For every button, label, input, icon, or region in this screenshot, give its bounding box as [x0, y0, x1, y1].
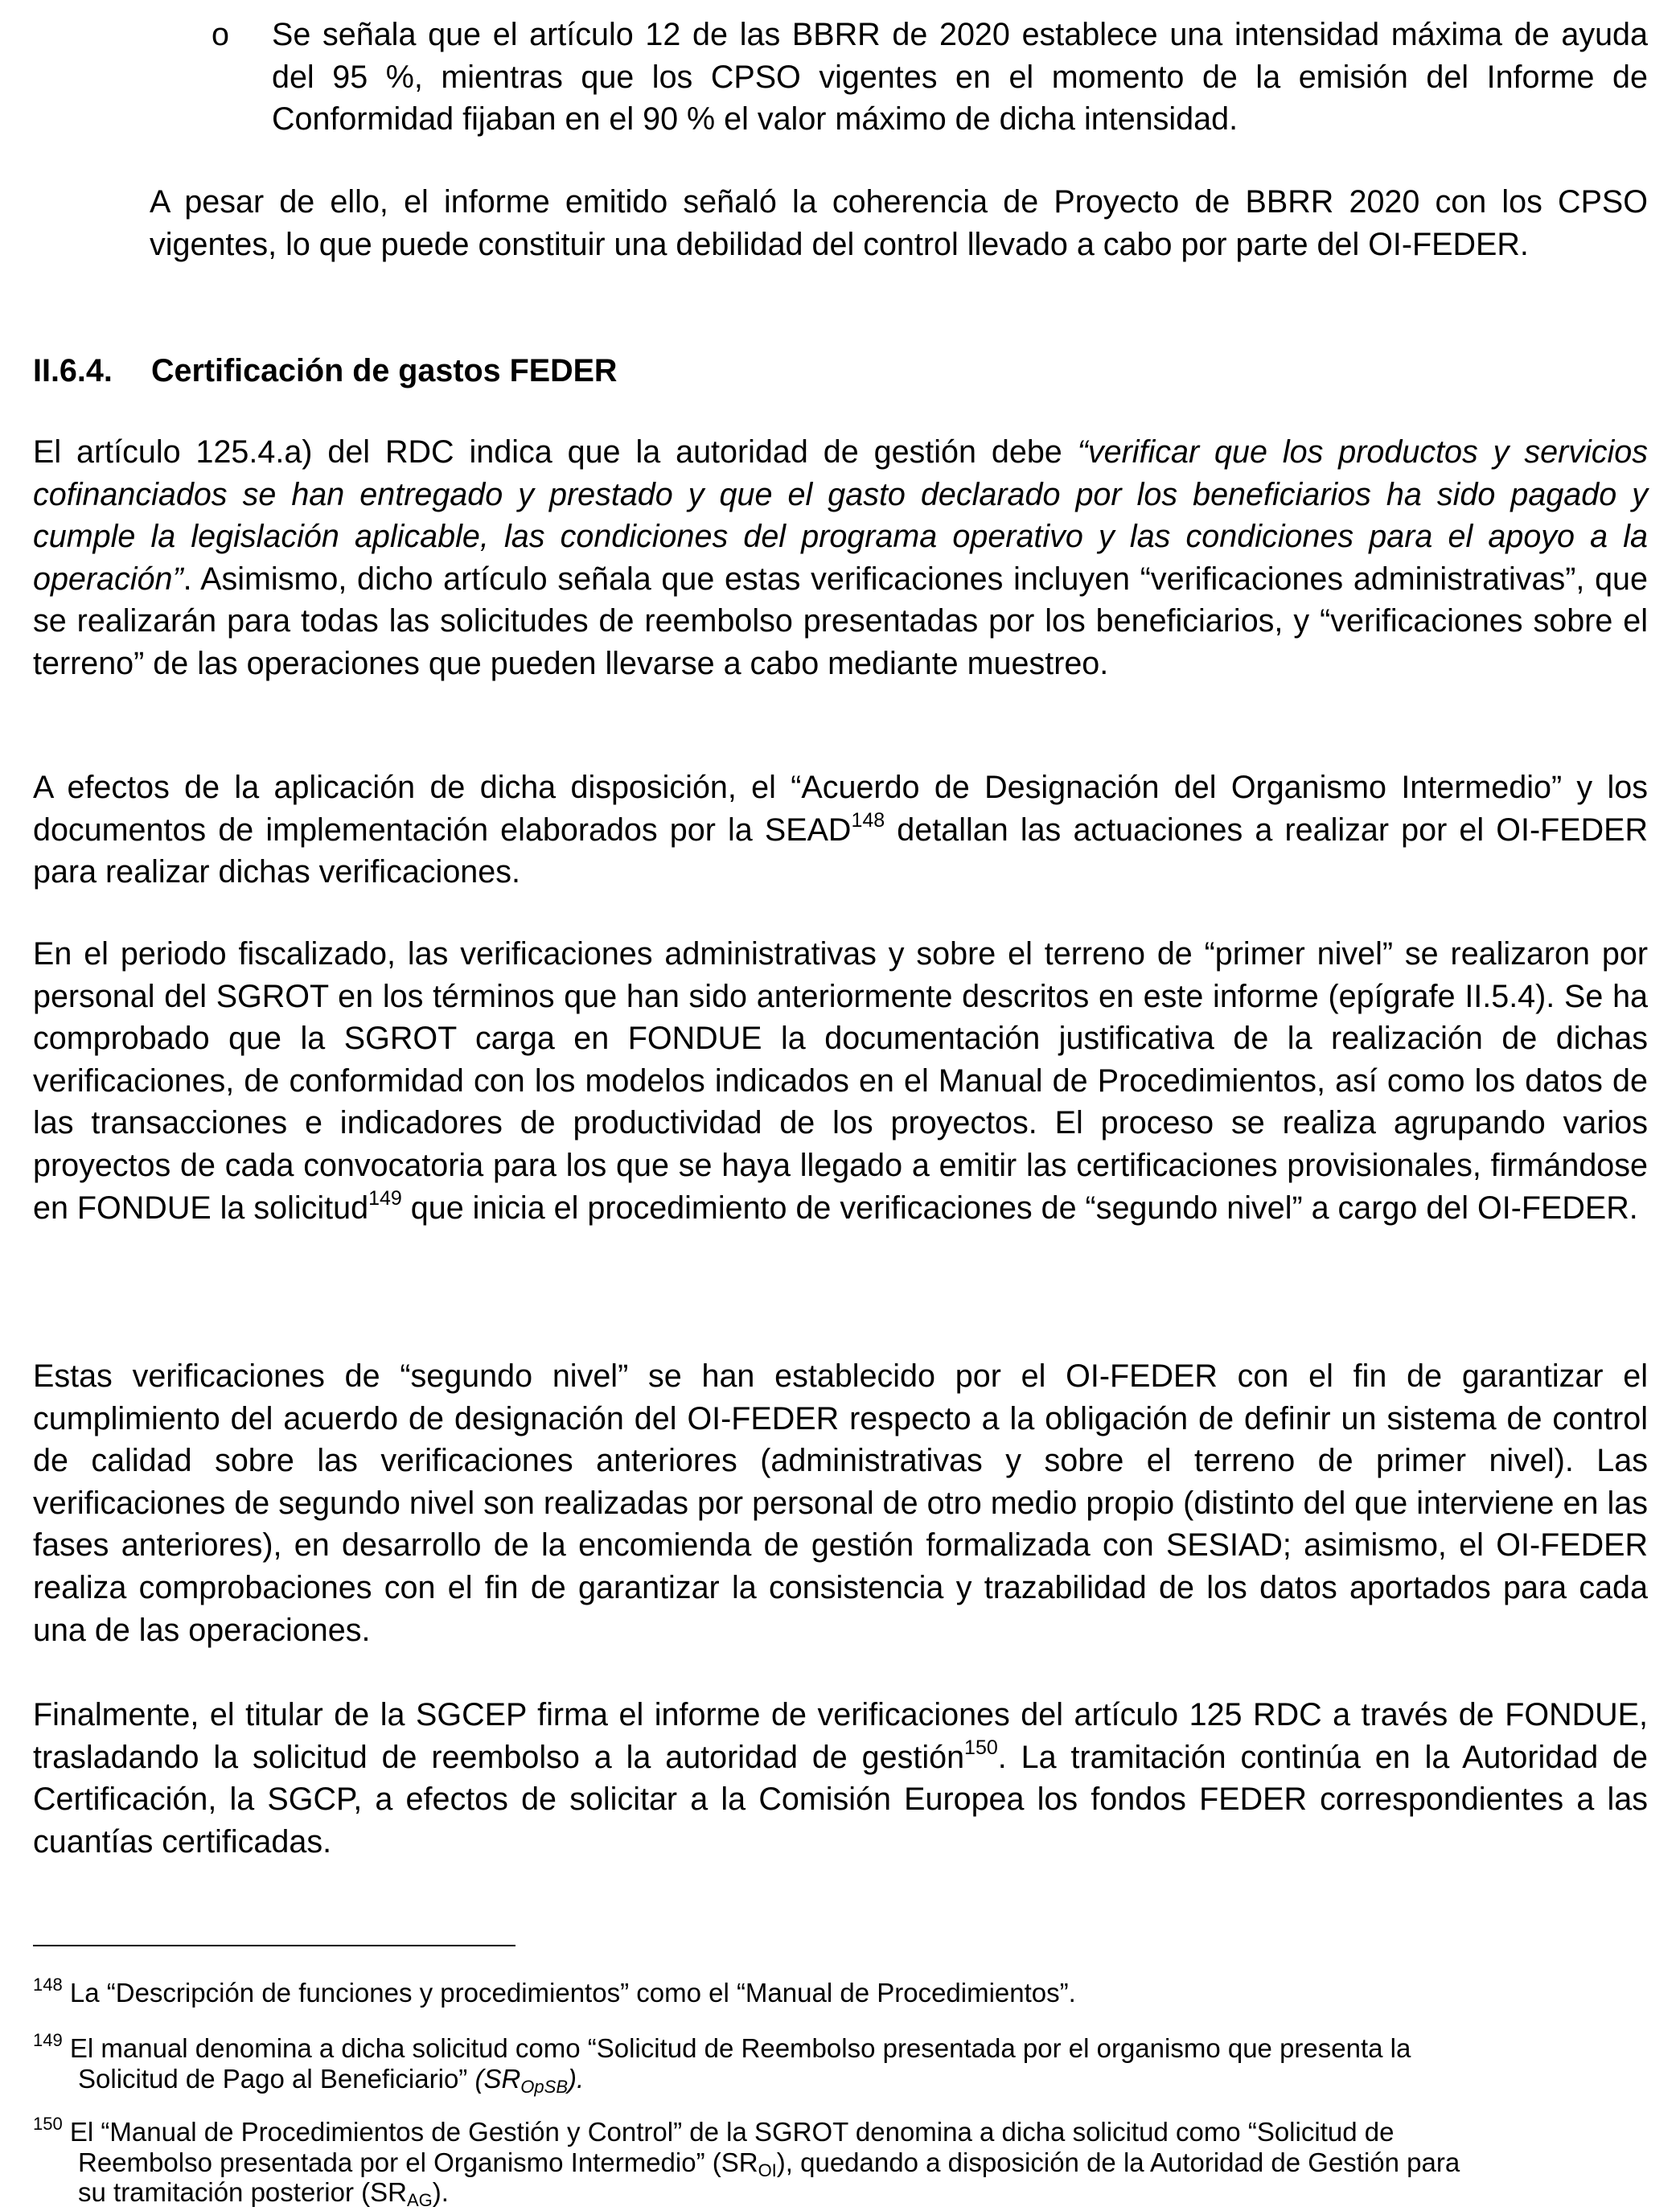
footnote-148-number: 148 [33, 1975, 63, 1995]
paragraph-1-lead: El artículo 125.4.a) del RDC indica que la autoridad de gestión debe [33, 434, 1078, 470]
footnote-150-text-lead: El “Manual de Procedimientos de Gestión y Control” de la SGROT denomina a dicha solicitud como “Solicitud de [62, 2117, 1395, 2147]
footnote-separator [33, 1945, 516, 1946]
footnote-148-text: La “Descripción de funciones y procedimientos” como el “Manual de Procedimientos”. [62, 1978, 1076, 2008]
footnote-149-text-cont: Solicitud de Pago al Beneficiario” [78, 2063, 475, 2094]
footnote-150 [33, 2114, 1648, 2210]
paragraph-1-quote: “verificar que los productos y servicios cofinanciados se han entregado y prestado y que el gasto declarado por los beneficiarios ha sido pagado y cumple la legislación aplicable, las condiciones del programa operativo y las condiciones para el apoyo a la operación” [33, 434, 1648, 597]
footnote-149 [33, 2030, 1648, 2097]
paragraph-5-rest: . La tramitación continúa en la Autoridad de Certificación, la SGCP, a efectos de solicitar a la Comisión Europea los fondos FEDER correspondientes a las cuantías certificadas. [33, 1739, 1648, 1860]
footnote-149-abbr-text: (SR [474, 2063, 521, 2094]
paragraph-2 [33, 766, 1648, 894]
footnote-150-text-b: ), quedando a disposición de la Autoridad de Gestión para [776, 2147, 1460, 2177]
section-heading [33, 350, 1648, 392]
paragraph-3-rest: que inicia el procedimiento de verificaciones de “segundo nivel” a cargo del OI-FEDER. [401, 1190, 1638, 1226]
paragraph-1 [33, 431, 1648, 685]
footnote-149-number: 149 [33, 2030, 63, 2050]
footnote-150-number: 150 [33, 2114, 63, 2134]
footnote-149-abbr [474, 2063, 585, 2097]
footnote-149-text-lead: El manual denomina a dicha solicitud como “Solicitud de Reembolso presentada por el organismo que presenta la [62, 2033, 1411, 2063]
footnote-150-sub-c: AG [406, 2190, 433, 2210]
paragraph-5-lead: Finalmente, el titular de la SGCEP firma el informe de verificaciones del artículo 125 RDC a través de FONDUE, trasladando la solicitud de reembolso a la autoridad de gestión [33, 1697, 1648, 1775]
footnote-150-text-a: Reembolso presentada por el Organismo Intermedio” (SR [78, 2147, 758, 2177]
paragraph-3-lead: En el periodo fiscalizado, las verificaciones administrativas y sobre el terreno de “primer nivel” se realizaron por personal del SGROT en los términos que han sido anteriormente descritos en este informe (epígrafe II.5.4). Se ha comprobado que la SGROT carga en FONDUE la documentación justificativa de la realización de dichas verificaciones, de conformidad con los modelos indicados en el Manual de Procedimientos, así como los datos de las transacciones e indicadores de productividad de los proyectos. El proceso se realiza agrupando varios proyectos de cada convocatoria para los que se haya llegado a emitir las certificaciones provisionales, firmándose en FONDUE la solicitud [33, 936, 1648, 1226]
section-number: II.6.4. [33, 353, 113, 388]
footnote-149-abbr-end: ). [568, 2063, 585, 2094]
footnote-ref-148[interactable]: 148 [851, 808, 885, 832]
footnote-148 [33, 1975, 1648, 2008]
footnote-150-text-c: su tramitación posterior (SR [78, 2177, 407, 2207]
paragraph-1-rest: . Asimismo, dicho artículo señala que estas verificaciones incluyen “verificaciones administrativas”, que se realizarán para todas las solicitudes de reembolso presentadas por los beneficiarios, y “verificaciones sobre el terreno” de las operaciones que pueden llevarse a cabo mediante muestreo. [33, 561, 1648, 681]
paragraph-4: Estas verificaciones de “segundo nivel” se han establecido por el OI-FEDER con el fin de garantizar el cumplimiento del acuerdo de designación del OI-FEDER respecto a la obligación de definir un sistema de control de calidad sobre las verificaciones anteriores (administrativas y sobre el terreno de primer nivel). Las verificaciones de segundo nivel son realizadas por personal de otro medio propio (distinto del que interviene en las fases anteriores), en desarrollo de la encomienda de gestión formalizada con SESIAD; asimismo, el OI-FEDER realiza comprobaciones con el fin de garantizar la consistencia y trazabilidad de los datos aportados para cada una de las operaciones. [33, 1358, 1648, 1648]
footnote-150-text-d: ). [432, 2177, 449, 2207]
paragraph-3 [33, 933, 1648, 1229]
paragraph-5 [33, 1694, 1648, 1863]
footnote-ref-150[interactable]: 150 [964, 1736, 998, 1759]
intro-paragraph: A pesar de ello, el informe emitido señaló la coherencia de Proyecto de BBRR 2020 con los CPSO vigentes, lo que puede constituir una debilidad del control llevado a cabo por parte del OI-FEDER. [150, 184, 1648, 262]
paragraph-2-rest: detallan las actuaciones a realizar por el OI-FEDER para realizar dichas verificaciones. [33, 812, 1648, 890]
footnote-ref-149[interactable]: 149 [368, 1186, 402, 1210]
section-title: Certificación de gastos FEDER [151, 353, 618, 388]
footnote-149-abbr-sub: OpSB [520, 2076, 568, 2097]
bullet-marker: o [212, 17, 229, 52]
paragraph-2-lead: A efectos de la aplicación de dicha disposición, el “Acuerdo de Designación del Organismo Intermedio” y los documentos de implementación elaborados por la SEAD [33, 770, 1648, 848]
bullet-text: Se señala que el artículo 12 de las BBRR de 2020 establece una intensidad máxima de ayuda del 95 %, mientras que los CPSO vigentes en el momento de la emisión del Informe de Conformidad fijaban en el 90 % el valor máximo de dicha intensidad. [272, 17, 1648, 138]
footnote-150-sub-a: OI [758, 2160, 777, 2180]
